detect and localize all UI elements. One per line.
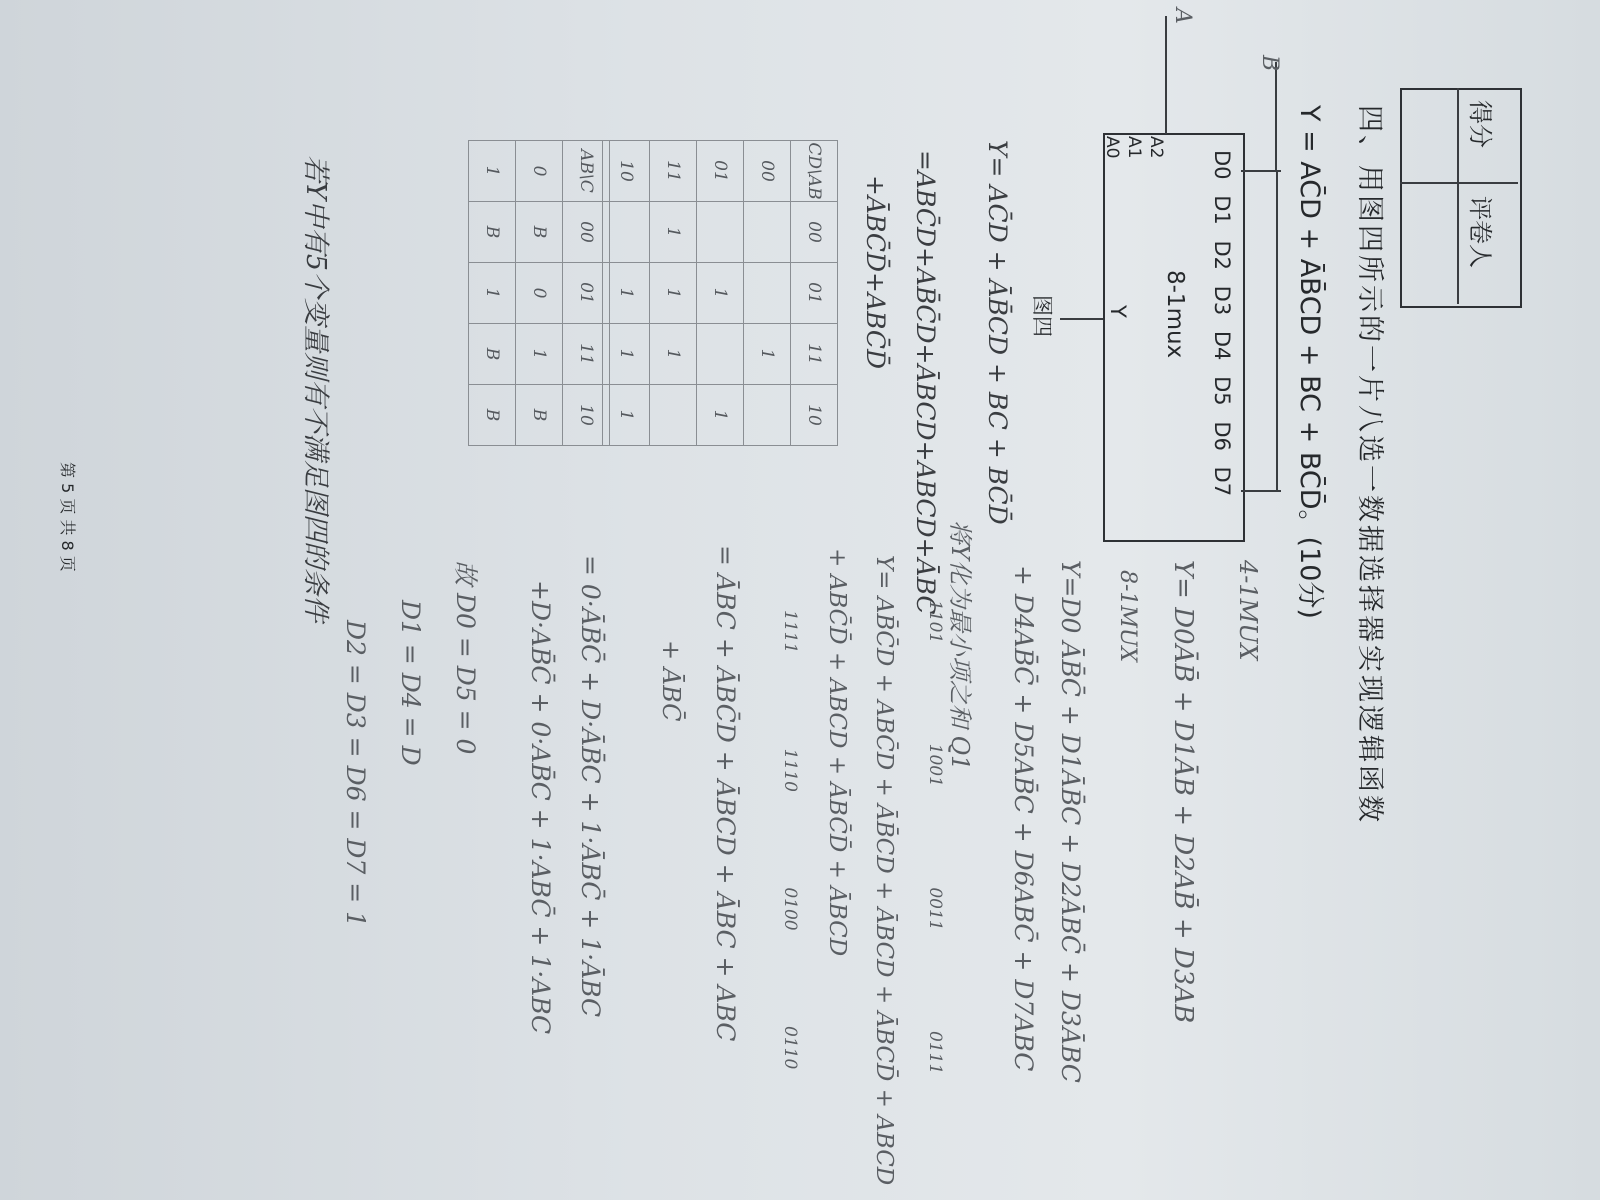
mux8-label: 8-1MUX (1115, 570, 1140, 663)
table-cell: B (469, 385, 516, 446)
table-cell (744, 385, 791, 446)
karnaugh-map-1 (602, 140, 838, 446)
y-expand-2: =ABC̄D+AB̄C̄D+ĀBCD+ABCD+ĀBC (911, 150, 940, 615)
table-cell (744, 263, 791, 324)
table-cell: CD\AB (791, 141, 838, 202)
table-row (744, 141, 791, 446)
table-cell: 1 (650, 324, 697, 385)
score-box-divider-h (1400, 182, 1518, 184)
karnaugh-map-2 (468, 140, 610, 446)
y-expand-1: Y= AC̄D + ĀB̄CD + BC + BC̄D̄ (983, 140, 1012, 525)
table-cell: AB\C (563, 141, 610, 202)
wire-bus-right (1276, 170, 1278, 490)
table-cell: 00 (744, 141, 791, 202)
table-cell: 1 (650, 202, 697, 263)
y-expand-3: +ĀBC̄D̄+ABC̄D̄ (861, 175, 890, 370)
result-3: D2 = D3 = D6 = D7 = 1 (341, 620, 370, 928)
minterm-eq-1: Y= AB̄C̄D + ABC̄D + ĀB̄CD + ĀBCD + ĀBCD̄ + ABCD (871, 555, 897, 1186)
mux4-label: 4-1MUX (1234, 560, 1262, 661)
mux-select-a2: A2 (1146, 136, 1166, 159)
mux-input-d1: D1 (1210, 195, 1234, 225)
conclusion: 若Y中有5个变量则有不满足图四的条件 (300, 155, 331, 623)
table-cell: 01 (791, 263, 838, 324)
score-box-divider-v (1457, 88, 1459, 304)
mux4-equation: Y= D0ĀB̄ + D1ĀB + D2AB̄ + D3AB (1168, 560, 1198, 1024)
table-cell: 0 (516, 263, 563, 324)
table-cell: B (469, 202, 516, 263)
table-cell: 11 (563, 324, 610, 385)
table-cell: 01 (697, 141, 744, 202)
table-row (697, 141, 744, 446)
sub-eq-3: = 0·ĀB̄C̄ + D·ĀB̄C + 1·ĀBC̄ + 1·ĀBC (576, 555, 605, 1018)
table-cell: 00 (791, 202, 838, 263)
table-row (563, 141, 610, 446)
result-2: D1 = D4 = D (396, 600, 425, 766)
score-box (1400, 88, 1522, 308)
question-title: 四、用图四所示的一片八选一数据选择器实现逻辑函数 (1354, 105, 1385, 825)
mux-input-d5: D5 (1210, 376, 1234, 406)
input-wire-b (1275, 62, 1277, 172)
page-footer: 第 5 页 共 8 页 (58, 462, 77, 572)
table-row (469, 141, 516, 446)
minterm-codes-1: 1101 1001 0011 0111 (925, 600, 945, 1075)
table-cell: 1 (697, 263, 744, 324)
mux-input-d3: D3 (1210, 285, 1234, 316)
table-cell (697, 202, 744, 263)
grader-label: 评卷人 (1466, 196, 1494, 268)
table-cell (697, 324, 744, 385)
figure-label: 图四 (1030, 295, 1054, 337)
mux-input-d2: D2 (1210, 240, 1234, 270)
table-cell: 1 (603, 324, 650, 385)
wire-bus-bottom (1241, 490, 1281, 492)
table-row (516, 141, 563, 446)
mux8-equation-1: Y=D0 ĀB̄C̄ + D1ĀB̄C + D2ĀBC̄ + D3ĀBC (1056, 560, 1085, 1083)
table-cell: B (516, 385, 563, 446)
mux-output-wire (1060, 318, 1103, 320)
result-1: 故 D0 = D5 = 0 (451, 560, 480, 755)
table-cell: 1 (469, 141, 516, 202)
table-cell: 10 (603, 141, 650, 202)
sub-eq-4: +D·AB̄C̄ + 0·AB̄C + 1·ABC̄ + 1·ABC (526, 580, 555, 1035)
ext-input-b: B (1257, 55, 1282, 72)
mux-select-a1: A1 (1124, 136, 1144, 159)
table-cell: 1 (697, 385, 744, 446)
table-row (791, 141, 838, 446)
table-cell: 11 (650, 141, 697, 202)
table-cell: 01 (563, 263, 610, 324)
mux-input-d4: D4 (1210, 330, 1234, 361)
table-cell: 11 (791, 324, 838, 385)
table-cell: 00 (563, 202, 610, 263)
table-cell: 1 (469, 263, 516, 324)
table-cell: 1 (516, 324, 563, 385)
mux-output-label: Y (1106, 305, 1130, 318)
sub-eq-1: = ĀBC + ĀBC̄D + ĀBCD + ĀBC + ABC (711, 545, 740, 1042)
mux-input-d6: D6 (1210, 421, 1234, 451)
question-formula: Y = AC̄D + ĀB̄CD + BC + BC̄D̄。(10分) (1294, 105, 1325, 619)
table-cell (650, 385, 697, 446)
table-row (650, 141, 697, 446)
table-cell: 1 (603, 385, 650, 446)
minterm-codes-2: 1111 1110 0100 0110 (780, 610, 800, 1070)
table-cell (744, 202, 791, 263)
input-wire-a (1165, 16, 1167, 134)
table-cell: 1 (603, 263, 650, 324)
sub-eq-2: + ĀBC̄ (657, 640, 685, 722)
ext-input-a: A (1170, 8, 1195, 24)
mux-input-d7: D7 (1210, 466, 1234, 497)
table-cell: B (469, 324, 516, 385)
table-cell: 10 (563, 385, 610, 446)
table-cell: 10 (791, 385, 838, 446)
mux-select-a0: A0 (1102, 136, 1122, 159)
mux-input-d0: D0 (1210, 150, 1234, 180)
mux8-equation-2: + D4AB̄C̄ + D5AB̄C + D6ABC̄ + D7ABC (1009, 565, 1038, 1072)
minterm-eq-2: + ABC̄D̄ + ABCD + ĀBC̄D̄ + ĀBCD (824, 548, 850, 957)
wire-bus-top (1241, 170, 1281, 172)
table-cell: 1 (650, 263, 697, 324)
minterm-note: 将Y化为最小项之和 Q1 (946, 520, 974, 771)
mux-inputs (1210, 150, 1234, 496)
score-label: 得分 (1466, 100, 1494, 148)
table-cell: 0 (516, 141, 563, 202)
table-cell: B (516, 202, 563, 263)
mux-name: 8-1mux (1162, 270, 1188, 359)
table-cell: 1 (744, 324, 791, 385)
